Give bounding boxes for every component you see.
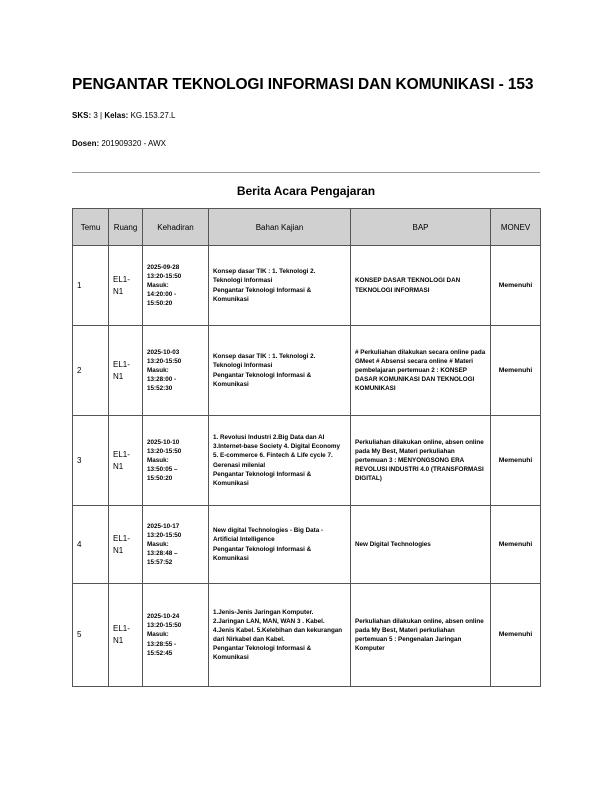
col-header-temu: Temu: [73, 209, 109, 246]
bap-cell: KONSEP DASAR TEKNOLOGI DAN TEKNOLOGI INFORMASI: [351, 246, 491, 326]
dosen-label: Dosen:: [72, 139, 100, 148]
bap-cell: New Digital Technologies: [351, 506, 491, 584]
sks-value: 3 |: [91, 111, 105, 120]
ruang-cell: EL1- N1: [109, 506, 143, 584]
kehadiran-cell: 2025-09-28 13:20-15:50 Masuk: 14:20:00 - 15:50:20: [143, 246, 209, 326]
bahan-kajian-cell: 1. Revolusi Industri 2.Big Data dan AI 3.Internet-base Society 4. Digital Economy 5. E-commerce 6. Fintech & Life cycle 7. Gerenasi milenial Pengantar Teknologi Informasi & Komunikasi: [209, 416, 351, 506]
kehadiran-cell: 2025-10-10 13:20-15:50 Masuk: 13:50:05 – 15:50:20: [143, 416, 209, 506]
table-row: [73, 326, 541, 416]
bap-cell: # Perkuliahan dilakukan secara online pada GMeet # Absensi secara online # Materi pembelajaran pertemuan 2 : KONSEP DASAR KOMUNIKASI DAN TEKNOLOGI KOMUNIKASI: [351, 326, 491, 416]
sks-label: SKS:: [72, 111, 92, 120]
kehadiran-cell: 2025-10-24 13:20-15:50 Masuk: 13:28:55 - 15:52:45: [143, 584, 209, 687]
table-row: [73, 416, 541, 506]
bahan-kajian-cell: Konsep dasar TIK : 1. Teknologi 2. Teknologi Informasi Pengantar Teknologi Informasi & Komunikasi: [209, 246, 351, 326]
temu-cell: 4: [73, 506, 109, 584]
page-title: PENGANTAR TEKNOLOGI INFORMASI DAN KOMUNIKASI - 153: [72, 76, 534, 93]
temu-cell: 2: [73, 326, 109, 416]
bahan-kajian-cell: 1.Jenis-Jenis Jaringan Komputer. 2.Jaringan LAN, MAN, WAN 3 . Kabel. 4.Jenis Kabel. 5.Kelebihan dan kekurangan dari Nirkabel dan Kabel. Pengantar Teknologi Informasi & Komunikasi: [209, 584, 351, 687]
col-header-ruang: Ruang: [109, 209, 143, 246]
bap-cell: Perkuliahan dilakukan online, absen online pada My Best, Materi perkuliahan pertemuan 3 : MENYONGSONG ERA REVOLUSI INDUSTRI 4.0 (TRANSFORMASI DIGITAL): [351, 416, 491, 506]
monev-cell: Memenuhi: [491, 326, 541, 416]
divider: [72, 172, 540, 173]
table-row: [73, 584, 541, 687]
col-header-bap: BAP: [351, 209, 491, 246]
bahan-kajian-cell: New digital Technologies - Big Data - Artificial Intelligence Pengantar Teknologi Informasi & Komunikasi: [209, 506, 351, 584]
bap-cell: Perkuliahan dilakukan online, absen online pada My Best, Materi perkuliahan pertemuan 5 : Pengenalan Jaringan Komputer: [351, 584, 491, 687]
monev-cell: Memenuhi: [491, 416, 541, 506]
kehadiran-cell: 2025-10-17 13:20-15:50 Masuk: 13:28:48 – 15:57:52: [143, 506, 209, 584]
table-header-row: [73, 209, 541, 246]
teaching-log-table: [72, 208, 541, 687]
monev-cell: Memenuhi: [491, 506, 541, 584]
section-title: Berita Acara Pengajaran: [236, 184, 376, 198]
table-row: [73, 506, 541, 584]
lecturer-meta: [72, 139, 166, 148]
ruang-cell: EL1- N1: [109, 416, 143, 506]
dosen-value: 201909320 - AWX: [99, 139, 166, 148]
kehadiran-cell: 2025-10-03 13:20-15:50 Masuk: 13:28:00 - 15:52:30: [143, 326, 209, 416]
monev-cell: Memenuhi: [491, 246, 541, 326]
temu-cell: 3: [73, 416, 109, 506]
bahan-kajian-cell: Konsep dasar TIK : 1. Teknologi 2. Teknologi Informasi Pengantar Teknologi Informasi & Komunikasi: [209, 326, 351, 416]
temu-cell: 1: [73, 246, 109, 326]
col-header-kehadiran: Kehadiran: [143, 209, 209, 246]
table-row: [73, 246, 541, 326]
kelas-label: Kelas:: [104, 111, 129, 120]
temu-cell: 5: [73, 584, 109, 687]
ruang-cell: EL1- N1: [109, 584, 143, 687]
col-header-monev: MONEV: [491, 209, 541, 246]
course-meta: [72, 111, 176, 120]
kelas-value: KG.153.27.L: [128, 111, 176, 120]
monev-cell: Memenuhi: [491, 584, 541, 687]
ruang-cell: EL1- N1: [109, 326, 143, 416]
col-header-bahan-kajian: Bahan Kajian: [209, 209, 351, 246]
ruang-cell: EL1- N1: [109, 246, 143, 326]
